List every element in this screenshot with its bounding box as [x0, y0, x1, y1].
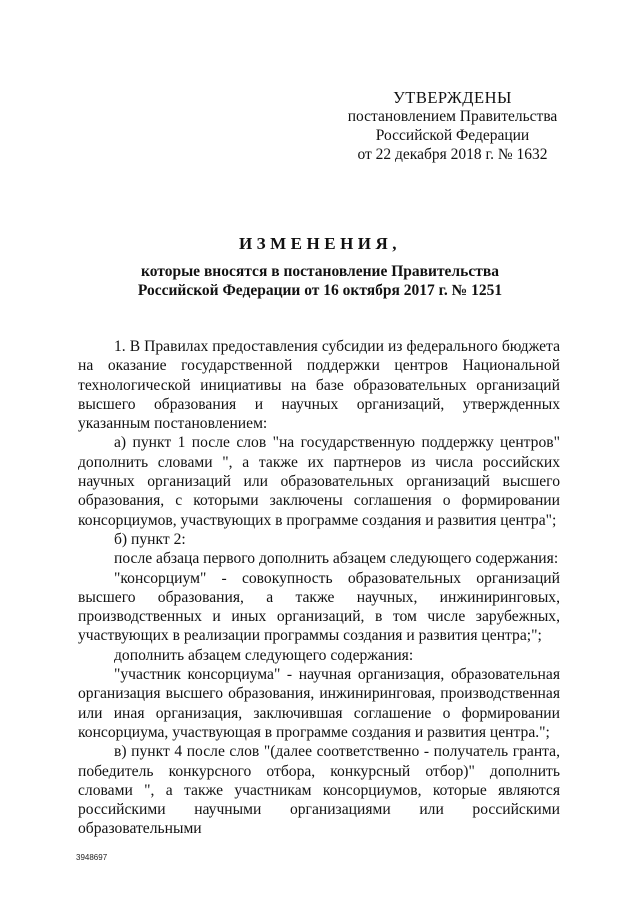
body-paragraph: б) пункт 2:: [114, 530, 186, 548]
approval-heading: УТВЕРЖДЕНЫ: [393, 88, 512, 107]
approval-date-number: от 22 декабря 2018 г. № 1632: [357, 146, 548, 163]
body-paragraph: после абзаца первого дополнить абзацем следующего содержания:: [114, 550, 559, 568]
document-code: 3948697: [76, 853, 108, 862]
body-paragraph: а) пункт 1 после слов "на государственную поддержку центров" дополнить словами ", а также их партнеров из числа российских научных организаций или образовательных организаций высшего образования, с которыми заключены соглашения о формировании консорциумов, участвующих в программе создания и развития центра";: [78, 434, 560, 529]
subtitle-line: Российской Федерации от 16 октября 2017 г. № 1251: [137, 282, 503, 299]
body-paragraph: "консорциум" - совокупность образовательных организаций высшего образования, а также научных, инжиниринговых, производственных и иных организаций, в том числе зарубежных, участвующих в реализации программы создания и развития центра;";: [78, 569, 560, 645]
approval-line: постановлением Правительства: [347, 108, 558, 125]
body-paragraph: дополнить абзацем следующего содержания:: [114, 646, 414, 664]
body-paragraph: в) пункт 4 после слов "(далее соответственно - получатель гранта, победитель конкурсного отбора, конкурсный отбор)" дополнить словами ", а также участникам консорциумов, которые являются российскими научными организациями или российскими образовательными: [78, 743, 560, 838]
document-body: [78, 337, 560, 839]
approval-block: [340, 88, 565, 164]
document-title: ИЗМЕНЕНИЯ,: [238, 234, 402, 253]
approval-line: Российской Федерации: [375, 127, 530, 144]
subtitle-line: которые вносятся в постановление Правительства: [141, 263, 499, 280]
document-subtitle: [0, 262, 640, 300]
body-paragraph: "участник консорциума" - научная организация, образовательная организация высшего образования, инжиниринговая, производственная или иная организация, заключившая соглашение о формировании консорциума, участвующая в программе создания и развития центра.";: [78, 666, 560, 741]
body-paragraph: 1. В Правилах предоставления субсидии из федерального бюджета на оказание государственной поддержки центров Национальной технологической инициативы на базе образовательных организаций высшего образования и научных организаций, утвержденных указанным постановлением:: [78, 338, 560, 433]
